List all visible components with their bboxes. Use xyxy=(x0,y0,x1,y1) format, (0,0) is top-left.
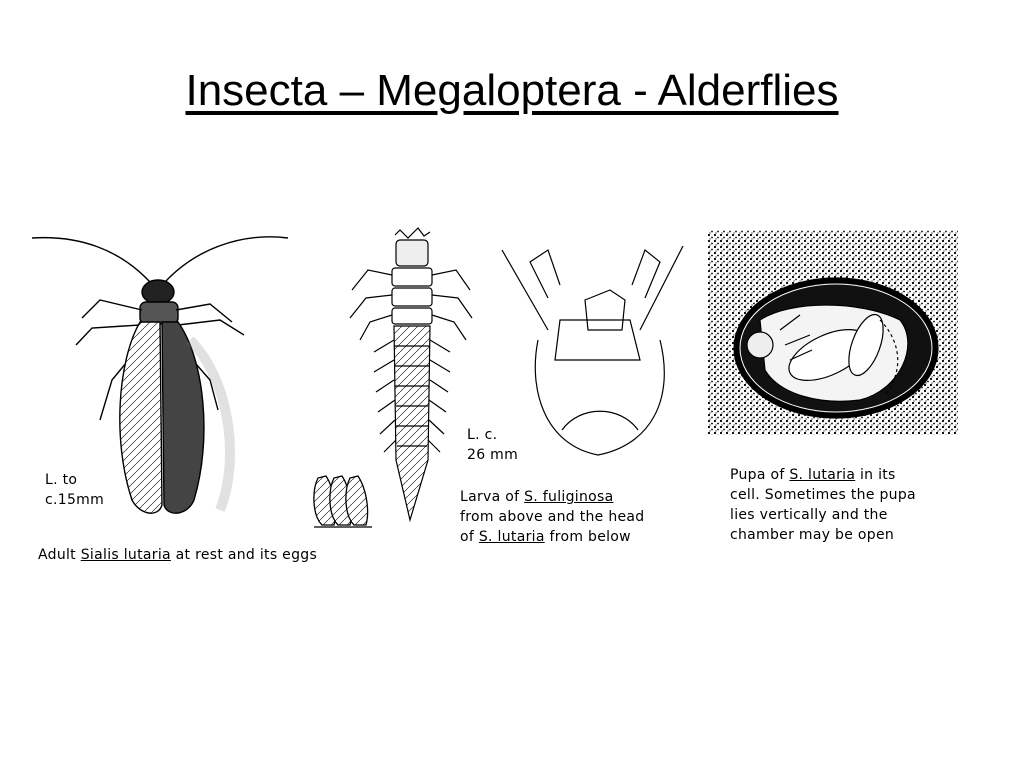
pupa-caption-line3: lies vertically and the xyxy=(730,507,888,523)
adult-caption-pre: Adult xyxy=(38,547,76,563)
adult-size-line-1: L. to xyxy=(45,472,78,488)
pupa-caption-line2: cell. Sometimes the pupa xyxy=(730,487,916,503)
pupa-caption-line1-post: in its xyxy=(859,467,896,483)
larva-caption-line3-species: S. lutaria xyxy=(478,529,545,545)
adult-caption xyxy=(38,545,317,565)
slide-title: Insecta – Megaloptera - Alderflies xyxy=(185,66,839,115)
pupa-in-cell-drawing xyxy=(708,230,958,435)
adult-caption-post: at rest and its eggs xyxy=(175,547,318,563)
larva-size-line-1: L. c. xyxy=(467,427,498,443)
eggs-drawing xyxy=(314,476,372,527)
adult-size-note xyxy=(45,470,104,510)
larva-caption-line1-species: S. fuliginosa xyxy=(524,489,614,505)
pupa-caption-line1-species: S. lutaria xyxy=(789,467,856,483)
larva-caption-line3-pre: of xyxy=(460,529,475,545)
larva-drawing xyxy=(350,228,472,520)
larva-caption-line2: from above and the head xyxy=(460,509,645,525)
larva-size-note xyxy=(467,425,518,465)
larva-head-drawing xyxy=(502,246,683,455)
adult-size-line-2: c.15mm xyxy=(45,492,105,508)
larva-caption-line1-pre: Larva of xyxy=(460,489,520,505)
pupa-caption-line4: chamber may be open xyxy=(730,527,895,543)
pupa-caption-line1-pre: Pupa of xyxy=(730,467,785,483)
adult-caption-species: Sialis lutaria xyxy=(80,547,171,563)
larva-caption-line3-post: from below xyxy=(549,529,631,545)
larva-size-line-2: 26 mm xyxy=(467,447,519,463)
pupa-caption xyxy=(730,465,916,545)
larva-caption xyxy=(460,487,644,547)
